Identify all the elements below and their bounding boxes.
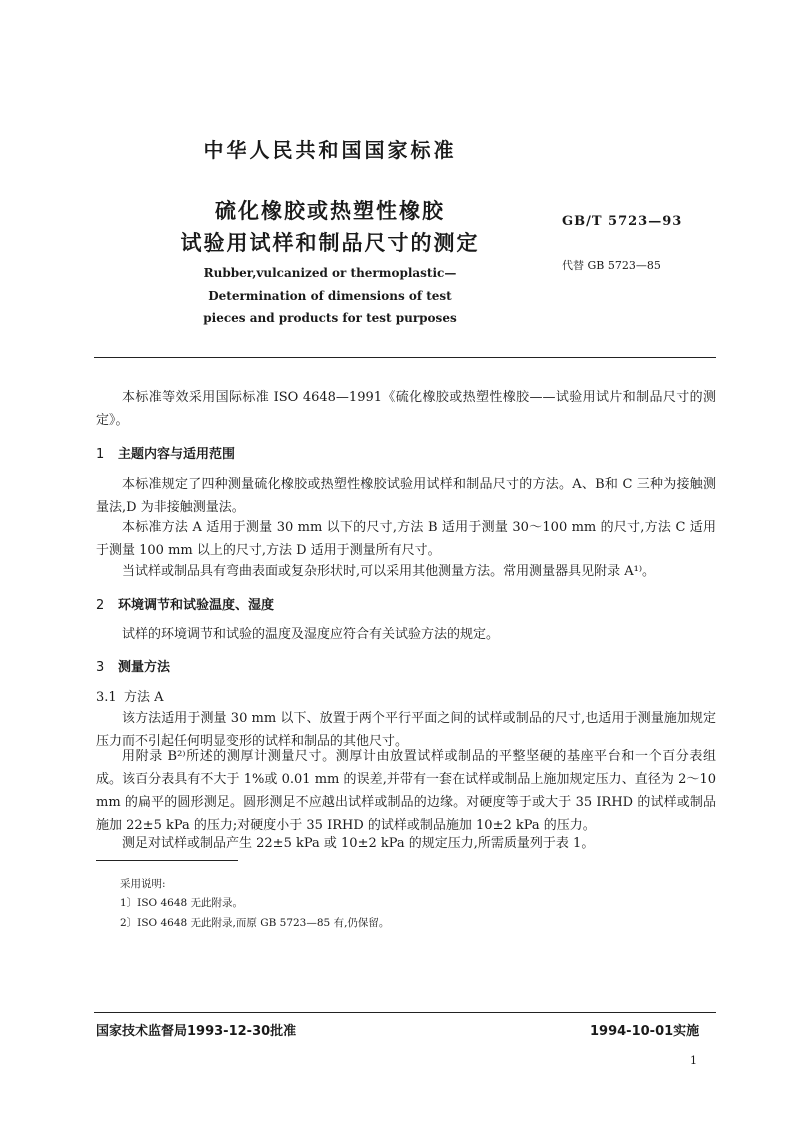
header-divider bbox=[94, 357, 716, 358]
approval-statement: 国家技术监督局1993-12-30批准 bbox=[96, 1024, 297, 1039]
section-1-paragraph-3: 当试样或制品具有弯曲表面或复杂形状时,可以采用其他测量方法。常用测量器具见附录 A¹⁾。 bbox=[122, 564, 656, 579]
national-standard-heading: 中华人民共和国国家标准 bbox=[203, 138, 457, 162]
standard-title-en-line1: Rubber,vulcanized or thermoplastic— bbox=[203, 266, 457, 280]
page-number: 1 bbox=[690, 1054, 697, 1067]
footnote-heading: 采用说明: bbox=[120, 878, 166, 890]
replaces-standard: 代替 GB 5723—85 bbox=[562, 259, 661, 272]
implementation-date: 1994-10-01实施 bbox=[590, 1024, 700, 1039]
section-3-paragraph-3: 测足对试样或制品产生 22±5 kPa 或 10±2 kPa 的规定压力,所需质量列于表 1。 bbox=[122, 836, 595, 851]
subsection-3-1-title: 方法 A bbox=[124, 690, 164, 705]
standard-number: GB/T 5723—93 bbox=[562, 214, 683, 229]
standard-title-cn-line2: 试验用试样和制品尺寸的测定 bbox=[180, 231, 480, 255]
footer-divider bbox=[94, 1012, 716, 1013]
standard-title-en-line3: pieces and products for test purposes bbox=[203, 311, 457, 325]
section-1-number: 1 bbox=[96, 447, 105, 462]
section-1-title: 主题内容与适用范围 bbox=[118, 447, 236, 462]
section-1-paragraph-1: 本标准规定了四种测量硫化橡胶或热塑性橡胶试验用试样和制品尺寸的方法。A、B和 C 三种为接触测量法,D 为非接触测量法。 bbox=[96, 477, 716, 515]
footnote-2: 2〕ISO 4648 无此附录,而原 GB 5723—85 有,仍保留。 bbox=[120, 917, 390, 929]
section-1-paragraph-2: 本标准方法 A 适用于测量 30 mm 以下的尺寸,方法 B 适用于测量 30～100 mm 的尺寸,方法 C 适用于测量 100 mm 以上的尺寸,方法 D 适用于测量所有尺寸。 bbox=[96, 520, 716, 558]
section-3-paragraph-1: 该方法适用于测量 30 mm 以下、放置于两个平行平面之间的试样或制品的尺寸,也适用于测量施加规定压力而不引起任何明显变形的试样和制品的其他尺寸。 bbox=[96, 711, 716, 749]
section-1-heading bbox=[96, 443, 235, 462]
section-2-title: 环境调节和试验温度、湿度 bbox=[118, 598, 275, 613]
section-2-paragraph-1: 试样的环境调节和试验的温度及湿度应符合有关试验方法的规定。 bbox=[122, 627, 500, 642]
section-3-heading bbox=[96, 656, 170, 675]
standard-title-cn-line1: 硫化橡胶或热塑性橡胶 bbox=[215, 199, 445, 223]
footnote-divider bbox=[96, 860, 238, 861]
section-2-number: 2 bbox=[96, 598, 105, 613]
section-3-number: 3 bbox=[96, 660, 105, 675]
footnote-1: 1〕ISO 4648 无此附录。 bbox=[120, 897, 244, 909]
standard-title-en-line2: Determination of dimensions of test bbox=[208, 289, 452, 303]
section-2-heading bbox=[96, 594, 274, 613]
section-3-paragraph-2: 用附录 B²⁾所述的测厚计测量尺寸。测厚计由放置试样或制品的平整坚硬的基座平台和一个百分表组成。该百分表具有不大于 1%或 0.01 mm 的误差,并带有一套在试样或制品上施加规定压力、直径为 2～10 mm 的扁平的圆形测足。圆形测足不应越出试样或制品的边缘。对硬度等于或大于 35 IRHD 的试样或制品施加 22±5 kPa 的压力;对硬度小于 35 IRHD 的试样或制品施加 10±2 kPa 的压力。 bbox=[96, 749, 716, 833]
intro-paragraph: 本标准等效采用国际标准 ISO 4648—1991《硫化橡胶或热塑性橡胶——试验用试片和制品尺寸的测定》。 bbox=[96, 390, 716, 428]
subsection-3-1-number: 3.1 bbox=[96, 690, 117, 705]
section-3-title: 测量方法 bbox=[118, 660, 171, 675]
subsection-3-1-heading bbox=[96, 686, 164, 705]
